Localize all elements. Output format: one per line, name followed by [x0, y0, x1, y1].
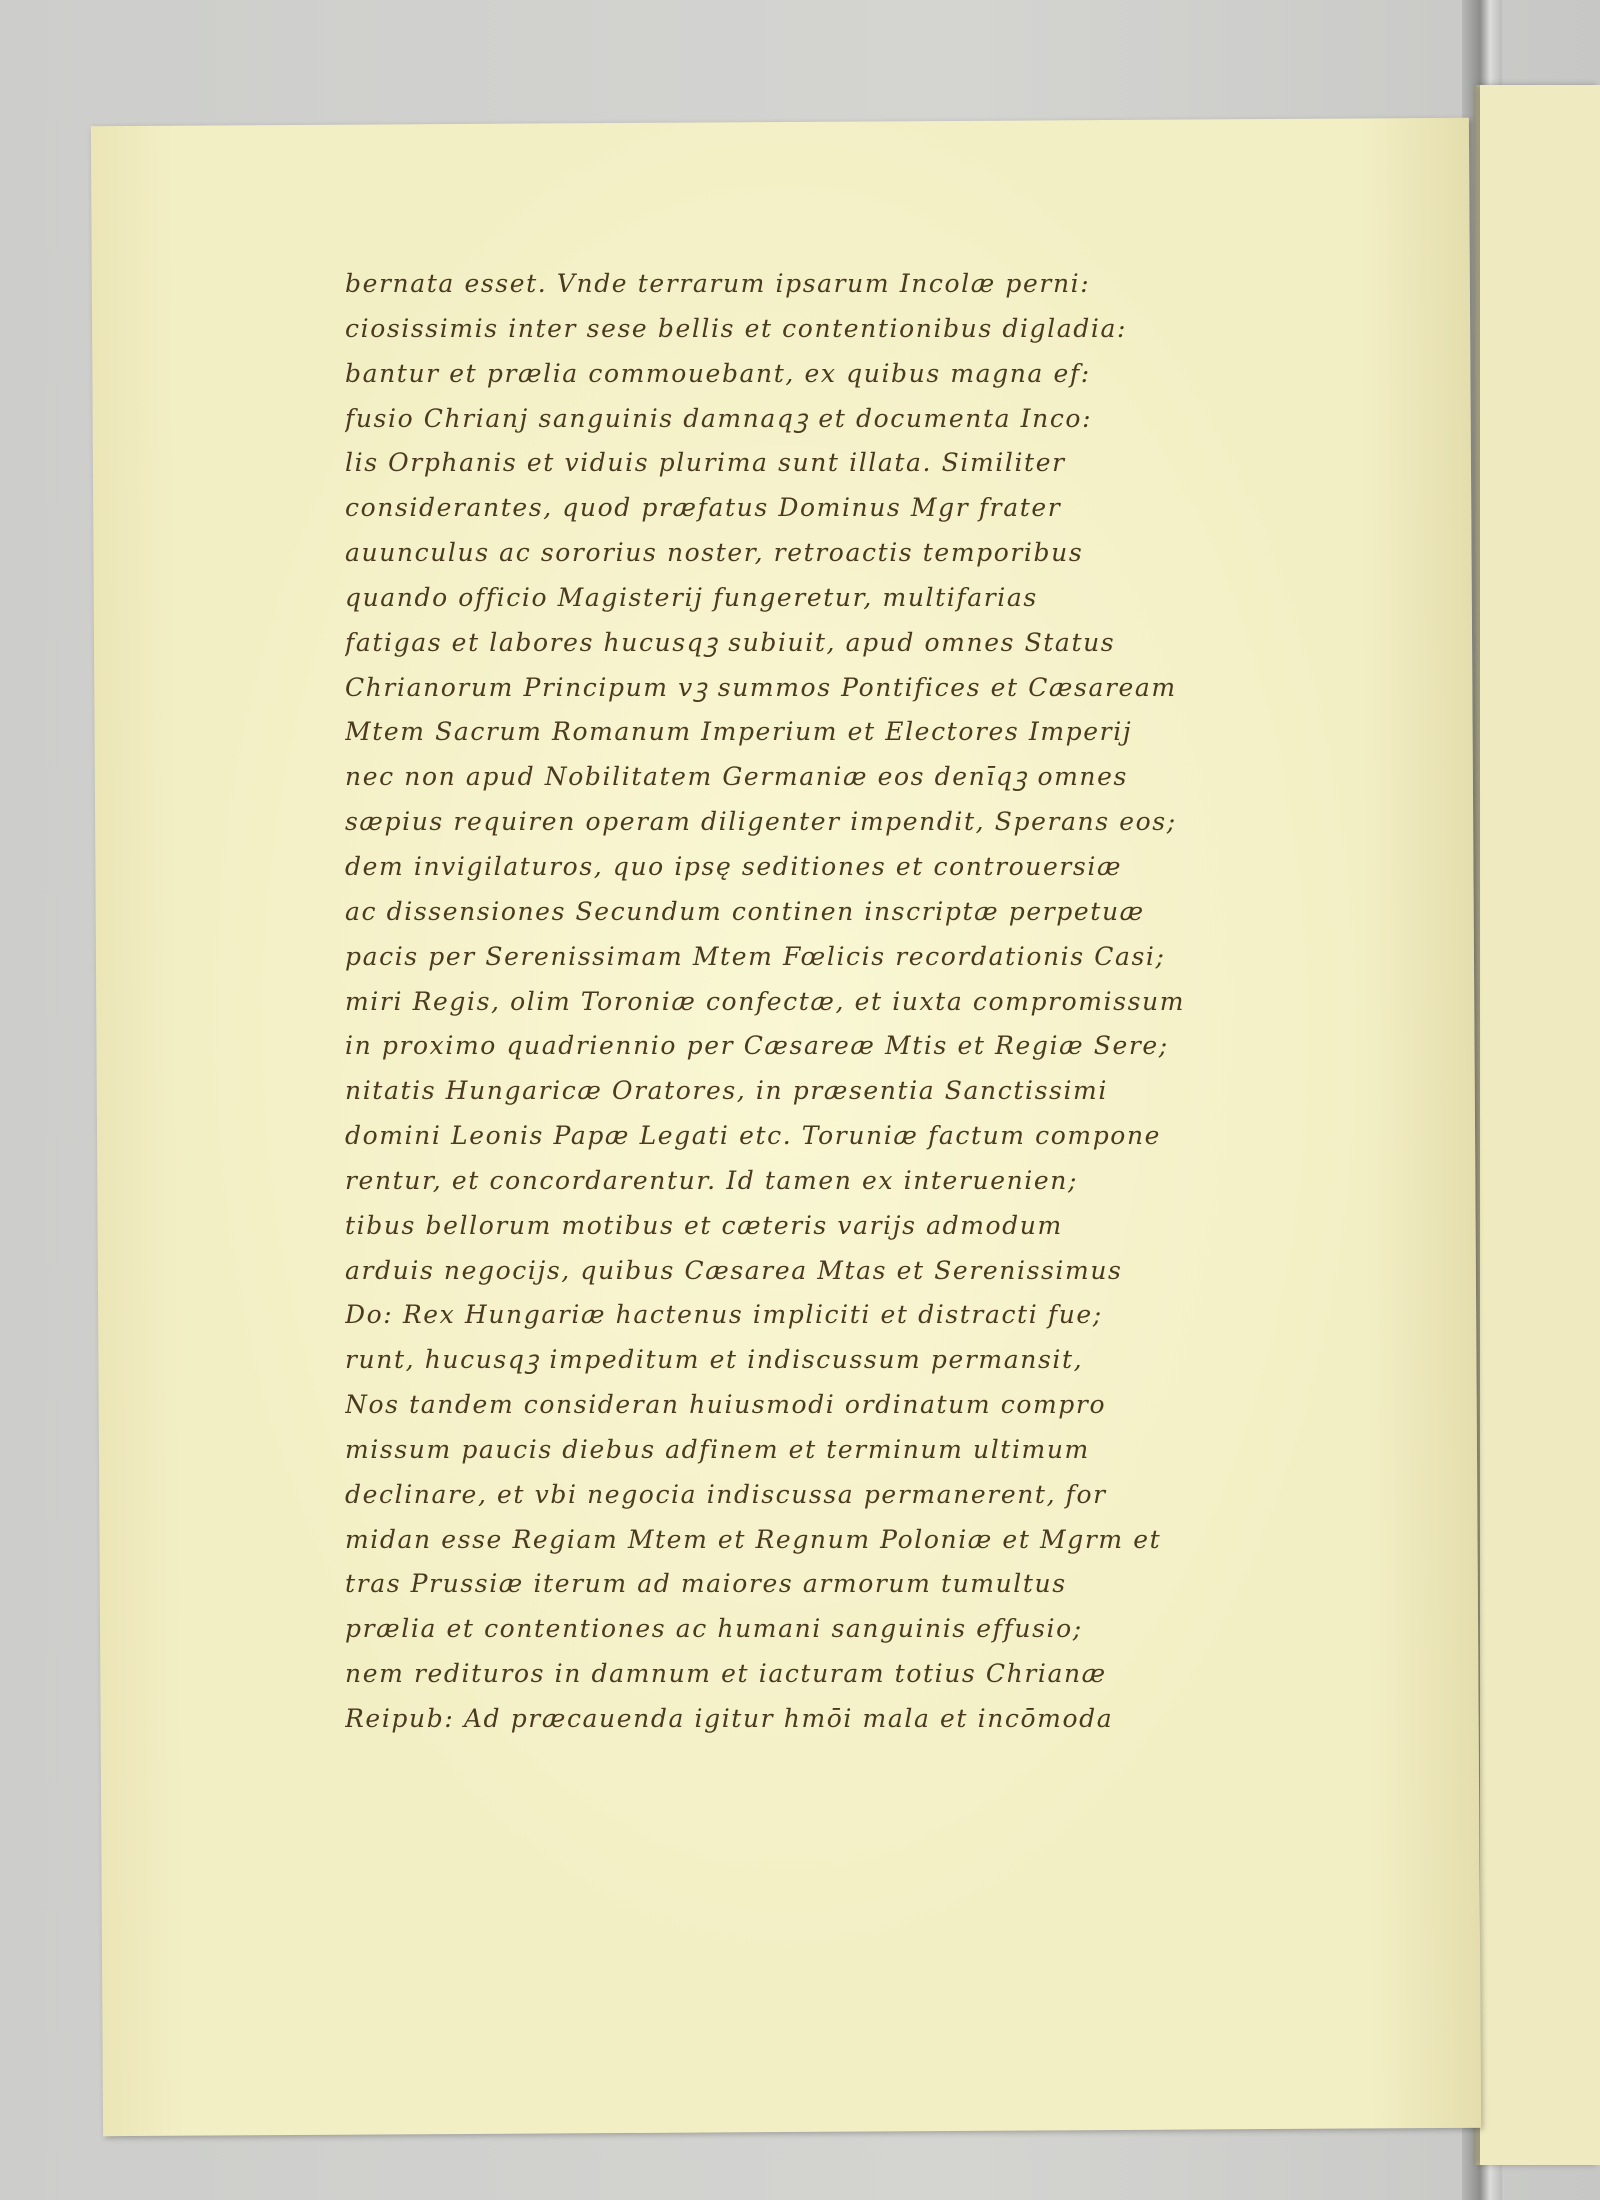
manuscript-line: tras Prussiæ iterum ad maiores armorum tumultus: [345, 1569, 1067, 1599]
manuscript-line: lis Orphanis et viduis plurima sunt illata. Similiter: [345, 448, 1066, 478]
next-leaf: [1480, 85, 1600, 2165]
manuscript-line: ciosissimis inter sese bellis et contentionibus digladia:: [345, 313, 1127, 343]
manuscript-line: miri Regis, olim Toroniæ confectæ, et iuxta compromissum: [345, 986, 1186, 1016]
manuscript-line: domini Leonis Papæ Legati etc. Toruniæ factum compone: [345, 1121, 1162, 1151]
manuscript-line: rentur, et concordarentur. Id tamen ex interuenien;: [345, 1165, 1079, 1195]
manuscript-line: fatigas et labores hucusqꝫ subiuit, apud omnes Status: [345, 627, 1116, 657]
manuscript-line: nitatis Hungaricæ Oratores, in præsentia Sanctissimi: [345, 1076, 1108, 1106]
manuscript-line: auunculus ac sororius noster, retroactis temporibus: [345, 538, 1084, 568]
manuscript-line: ac dissensiones Secundum continen inscriptæ perpetuæ: [345, 896, 1145, 926]
manuscript-line: Nos tandem consideran huiusmodi ordinatum compro: [345, 1390, 1107, 1420]
manuscript-line: tibus bellorum motibus et cæteris varijs admodum: [345, 1210, 1063, 1240]
manuscript-line: Reipub: Ad præcauenda igitur hmōi mala et incōmoda: [345, 1704, 1114, 1733]
manuscript-line: prælia et contentiones ac humani sanguinis effusio;: [345, 1614, 1083, 1644]
manuscript-line: considerantes, quod præfatus Dominus Mgr frater: [345, 493, 1062, 523]
manuscript-line: quando officio Magisterij fungeretur, multifarias: [345, 582, 1038, 612]
manuscript-line: nem redituros in damnum et iacturam totius Chrianæ: [345, 1659, 1107, 1689]
manuscript-line: nec non apud Nobilitatem Germaniæ eos denīqꝫ omnes: [345, 762, 1128, 792]
manuscript-line: dem invigilaturos, quo ipsę seditiones et controuersiæ: [345, 851, 1123, 881]
manuscript-line: bernata esset. Vnde terrarum ipsarum Incolæ perni:: [345, 269, 1091, 298]
manuscript-line: midan esse Regiam Mtem et Regnum Poloniæ et Mgrm et: [345, 1524, 1162, 1554]
manuscript-line: Mtem Sacrum Romanum Imperium et Electores Imperij: [345, 717, 1133, 747]
manuscript-line: declinare, et vbi negocia indiscussa permanerent, for: [345, 1479, 1107, 1509]
manuscript-line: bantur et prælia commouebant, ex quibus magna ef:: [345, 358, 1091, 388]
manuscript-line: runt, hucusqꝫ impeditum et indiscussum permansit,: [345, 1345, 1084, 1375]
manuscript-line: in proximo quadriennio per Cæsareæ Mtis et Regiæ Sere;: [345, 1031, 1169, 1061]
manuscript-text: [345, 262, 1245, 1742]
manuscript-line: missum paucis diebus adfinem et terminum ultimum: [345, 1434, 1090, 1464]
manuscript-line: arduis negocijs, quibus Cæsarea Mtas et Serenissimus: [345, 1255, 1123, 1285]
manuscript-line: Chrianorum Principum vꝫ summos Pontifices et Cæsaream: [345, 672, 1177, 702]
manuscript-line: sæpius requiren operam diligenter impendit, Sperans eos;: [345, 807, 1177, 837]
manuscript-line: Do: Rex Hungariæ hactenus impliciti et distracti fue;: [345, 1300, 1103, 1330]
manuscript-line: pacis per Serenissimam Mtem Fœlicis recordationis Casi;: [345, 941, 1166, 971]
manuscript-line: fusio Chrianj sanguinis damnaqꝫ et documenta Inco:: [345, 403, 1093, 433]
